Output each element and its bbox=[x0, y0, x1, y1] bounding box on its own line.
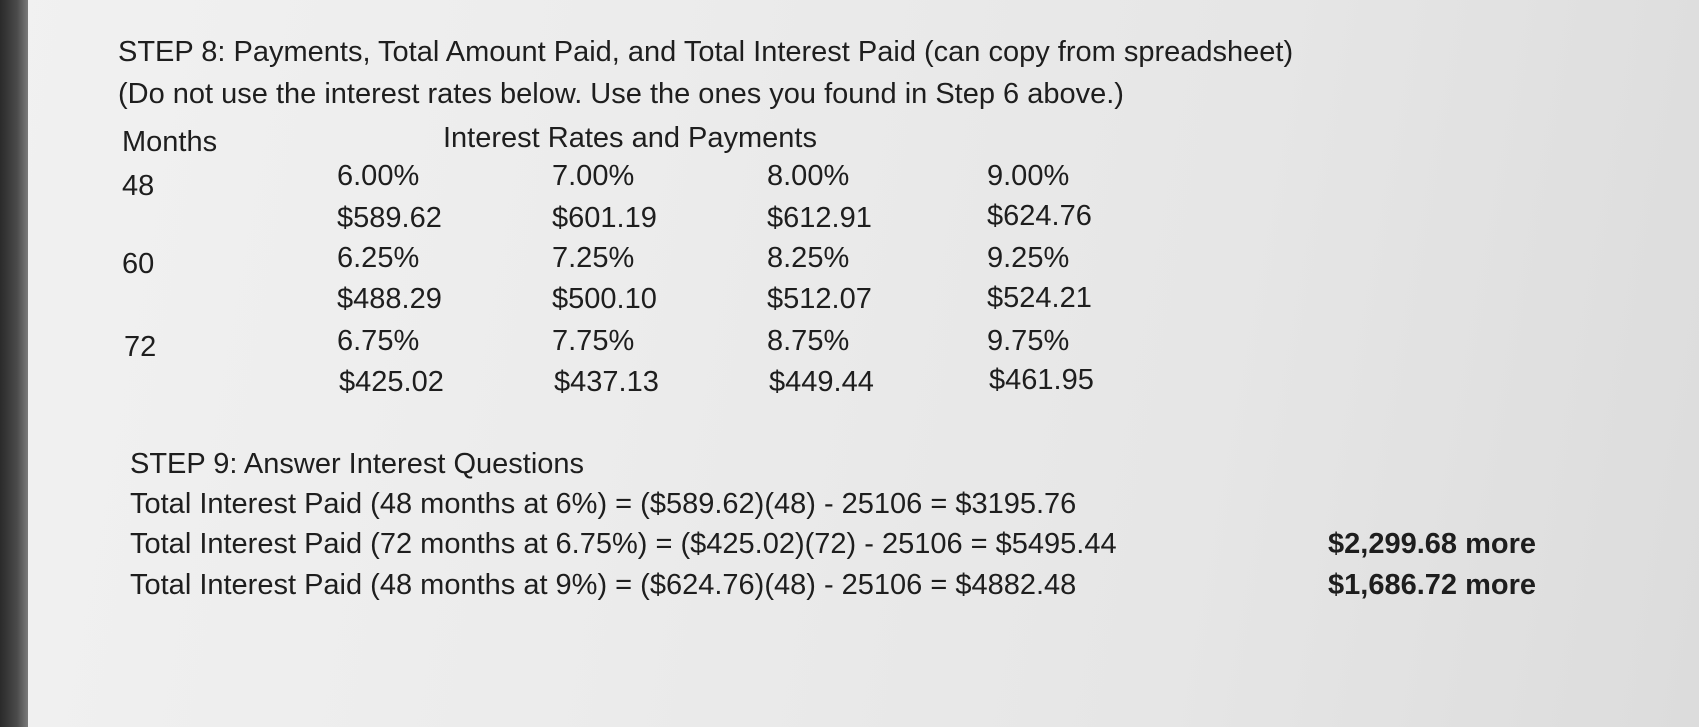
interest-line-3: Total Interest Paid (48 months at 9%) = ($624.76)(48) - 25106 = $4882.48 bbox=[130, 569, 1077, 601]
interest-line-2: Total Interest Paid (72 months at 6.75%) = ($425.02)(72) - 25106 = $5495.44 bbox=[130, 528, 1117, 560]
rates-header: Interest Rates and Payments bbox=[443, 122, 817, 154]
row-72-payment-3: $449.44 bbox=[769, 366, 874, 398]
row-48-payment-1: $589.62 bbox=[337, 202, 442, 234]
row-48-rate-4: 9.00% bbox=[987, 160, 1070, 192]
interest-line-1: Total Interest Paid (48 months at 6%) = ($589.62)(48) - 25106 = $3195.76 bbox=[130, 488, 1077, 520]
row-60-payment-2: $500.10 bbox=[552, 283, 657, 315]
row-72-payment-1: $425.02 bbox=[339, 366, 444, 398]
row-72-rate-1: 6.75% bbox=[337, 325, 420, 357]
row-48-months: 48 bbox=[122, 170, 155, 202]
row-60-months: 60 bbox=[122, 248, 155, 280]
months-header: Months bbox=[122, 126, 218, 158]
step8-note: (Do not use the interest rates below. Use the ones you found in Step 6 above.) bbox=[118, 78, 1124, 110]
row-60-rate-1: 6.25% bbox=[337, 242, 420, 274]
row-60-rate-4: 9.25% bbox=[987, 242, 1070, 274]
row-72-rate-2: 7.75% bbox=[552, 325, 635, 357]
row-72-rate-3: 8.75% bbox=[767, 325, 850, 357]
row-72-rate-4: 9.75% bbox=[987, 325, 1070, 357]
step9-title: STEP 9: Answer Interest Questions bbox=[130, 448, 585, 480]
row-72-payment-2: $437.13 bbox=[554, 366, 659, 398]
difference-line-3: $1,686.72 more bbox=[1328, 569, 1536, 601]
step8-title: STEP 8: Payments, Total Amount Paid, and Total Interest Paid (can copy from spreadsheet) bbox=[118, 36, 1294, 68]
row-48-rate-3: 8.00% bbox=[767, 160, 850, 192]
row-60-payment-3: $512.07 bbox=[767, 283, 872, 315]
row-48-rate-2: 7.00% bbox=[552, 160, 635, 192]
difference-line-2: $2,299.68 more bbox=[1328, 528, 1536, 560]
row-72-months: 72 bbox=[124, 331, 157, 363]
row-72-payment-4: $461.95 bbox=[989, 364, 1094, 396]
row-48-payment-4: $624.76 bbox=[987, 200, 1092, 232]
row-60-payment-4: $524.21 bbox=[987, 282, 1092, 314]
row-60-rate-3: 8.25% bbox=[767, 242, 850, 274]
row-60-payment-1: $488.29 bbox=[337, 283, 442, 315]
row-48-payment-2: $601.19 bbox=[552, 202, 657, 234]
row-60-rate-2: 7.25% bbox=[552, 242, 635, 274]
row-48-payment-3: $612.91 bbox=[767, 202, 872, 234]
row-48-rate-1: 6.00% bbox=[337, 160, 420, 192]
